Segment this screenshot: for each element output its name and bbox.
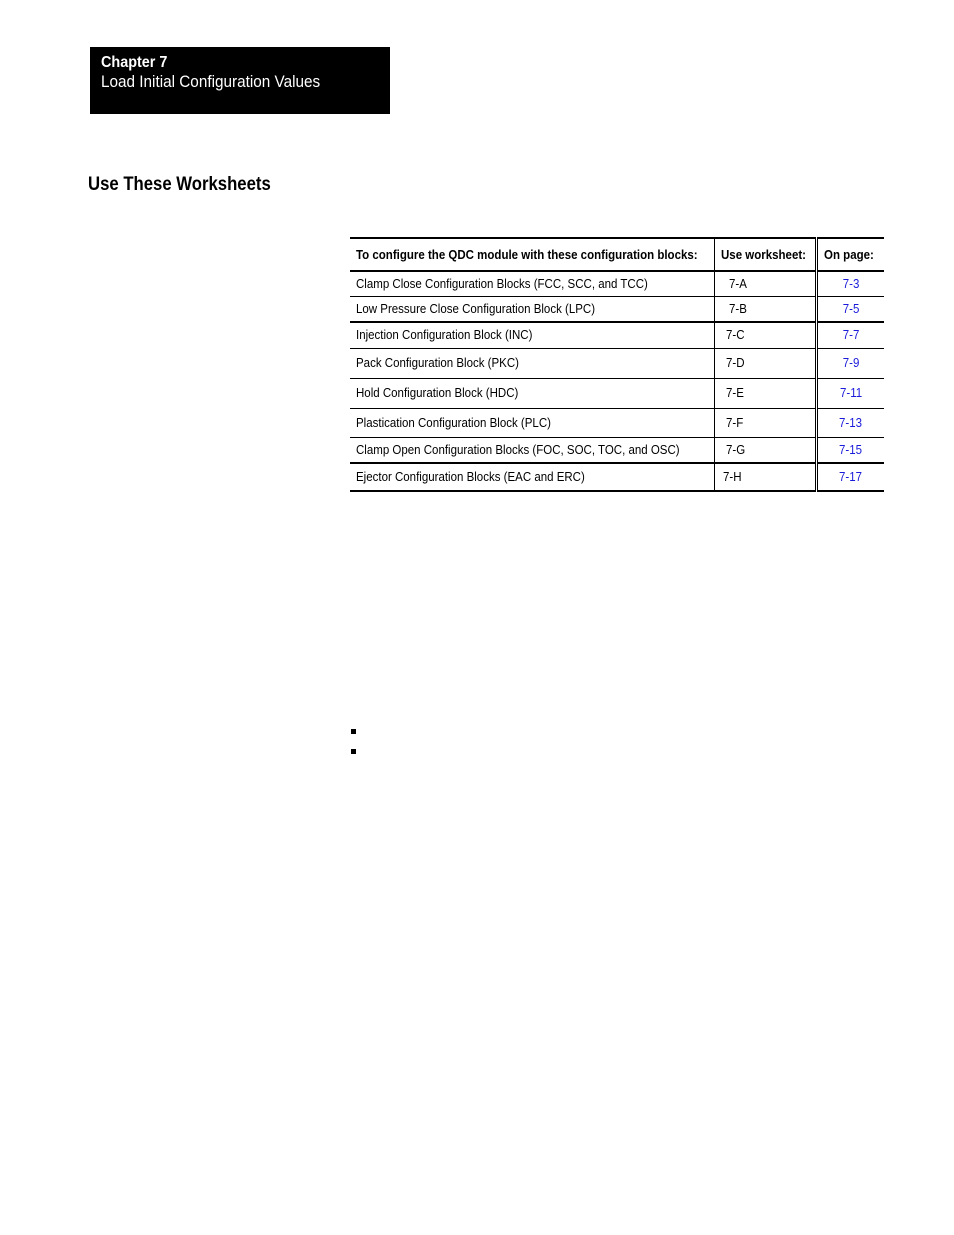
worksheet-cell: 7-B [714,296,816,322]
worksheet-cell: 7-G [714,437,816,463]
worksheet-cell: 7-H [714,463,816,491]
table-row [350,322,884,348]
worksheet-cell: 7-F [714,408,816,437]
page-link[interactable]: 7-11 [816,378,884,408]
page-link[interactable]: 7-5 [816,296,884,322]
worksheet-table [350,237,884,492]
worksheet-cell: 7-E [714,378,816,408]
worksheet-cell: 7-A [714,271,816,296]
worksheet-cell: 7-D [714,348,816,378]
table-row [350,437,884,463]
page-link[interactable]: 7-13 [816,408,884,437]
chapter-label: Chapter 7 [101,54,168,71]
block-cell: Ejector Configuration Blocks (EAC and ERC) [350,463,714,491]
table-row [350,378,884,408]
table-header-row [350,238,884,271]
block-cell: Hold Configuration Block (HDC) [350,378,714,408]
block-cell: Injection Configuration Block (INC) [350,322,714,348]
chapter-header [90,47,390,114]
page-link[interactable]: 7-15 [816,437,884,463]
table-row [350,408,884,437]
table-row [350,271,884,296]
table-row [350,463,884,491]
column-header-blocks: To configure the QDC module with these configuration blocks: [350,238,714,271]
section-heading: Use These Worksheets [88,174,271,195]
bullet-marker [351,749,356,754]
page-link[interactable]: 7-9 [816,348,884,378]
column-header-page: On page: [816,238,884,271]
worksheet-cell: 7-C [714,322,816,348]
table-row [350,296,884,322]
chapter-title: Load Initial Configuration Values [101,72,321,91]
page-link[interactable]: 7-7 [816,322,884,348]
page-link[interactable]: 7-17 [816,463,884,491]
bullet-marker [351,729,356,734]
page-link[interactable]: 7-3 [816,271,884,296]
table-row [350,348,884,378]
block-cell: Clamp Open Configuration Blocks (FOC, SOC, TOC, and OSC) [350,437,714,463]
block-cell: Pack Configuration Block (PKC) [350,348,714,378]
column-header-worksheet: Use worksheet: [714,238,816,271]
block-cell: Plastication Configuration Block (PLC) [350,408,714,437]
block-cell: Low Pressure Close Configuration Block (LPC) [350,296,714,322]
block-cell: Clamp Close Configuration Blocks (FCC, SCC, and TCC) [350,271,714,296]
